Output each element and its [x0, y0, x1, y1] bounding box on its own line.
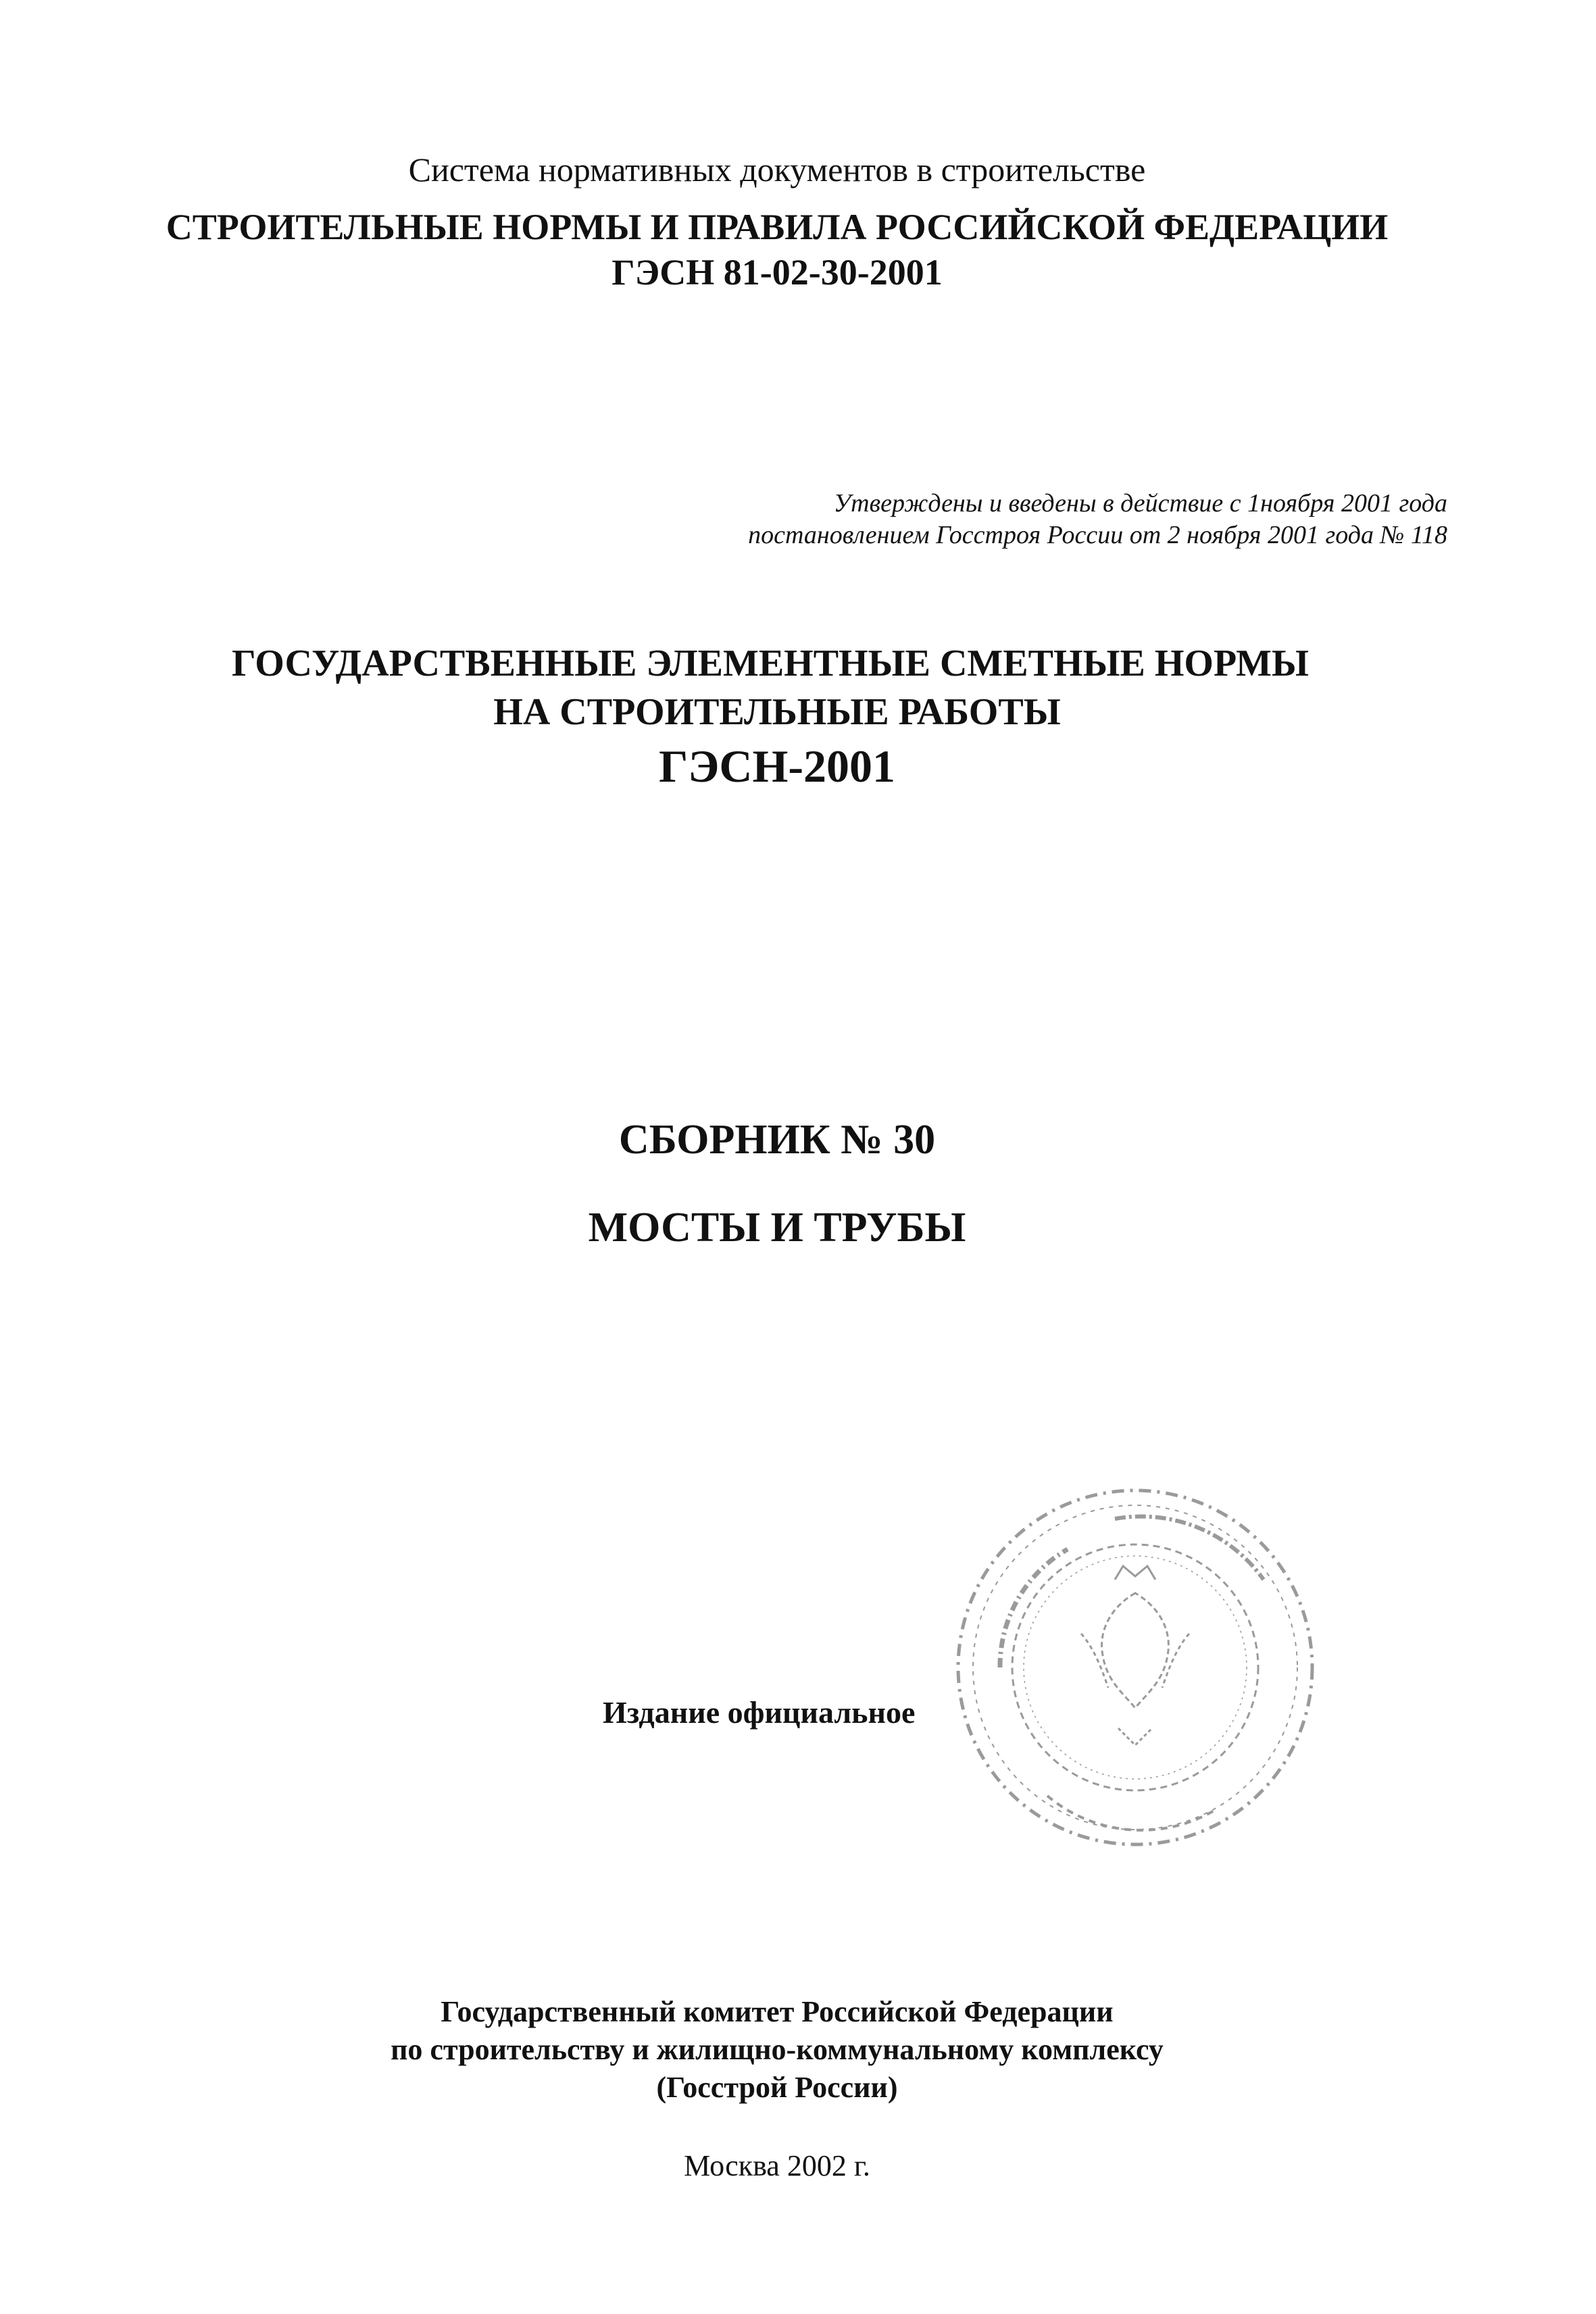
official-seal-icon	[946, 1478, 1324, 1857]
publisher-line-1: Государственный комитет Российской Федерации	[441, 1995, 1114, 2028]
normative-system-line: Система нормативных документов в строительстве	[408, 151, 1146, 188]
edition-label: Издание официальное	[603, 1695, 916, 1730]
city-year: Москва 2002 г.	[684, 2149, 870, 2182]
main-title-line-1: ГОСУДАРСТВЕННЫЕ ЭЛЕМЕНТНЫЕ СМЕТНЫЕ НОРМЫ	[232, 643, 1309, 684]
main-title-line-2: НА СТРОИТЕЛЬНЫЕ РАБОТЫ	[493, 691, 1061, 733]
approval-line-2: постановлением Госстроя России от 2 ноября 2001 года № 118	[748, 521, 1447, 549]
approval-line-1: Утверждены и введены в действие с 1ноября 2001 года	[833, 489, 1447, 518]
snip-title: СТРОИТЕЛЬНЫЕ НОРМЫ И ПРАВИЛА РОССИЙСКОЙ ФЕДЕРАЦИИ	[166, 207, 1389, 247]
collection-number: СБОРНИК № 30	[618, 1117, 936, 1163]
document-code: ГЭСН 81-02-30-2001	[612, 252, 943, 293]
collection-name: МОСТЫ И ТРУБЫ	[588, 1205, 966, 1251]
main-title-code: ГЭСН-2001	[658, 740, 896, 792]
publisher-line-3: (Госстрой России)	[656, 2071, 898, 2104]
publisher-line-2: по строительству и жилищно-коммунальному комплексу	[391, 2033, 1164, 2066]
